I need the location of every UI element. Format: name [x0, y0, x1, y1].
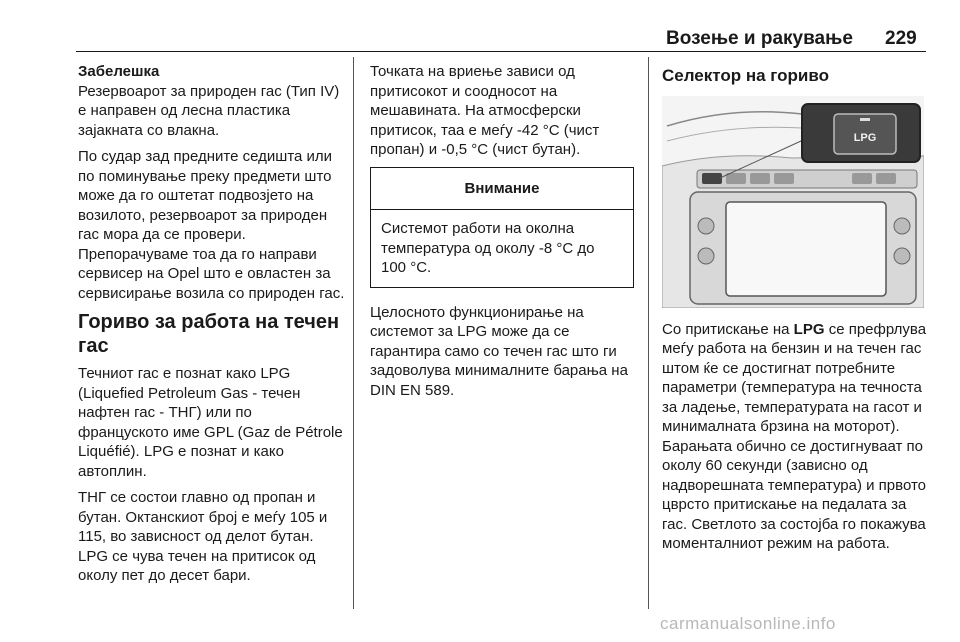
note-title: Забелешка	[78, 63, 160, 80]
header-rule	[76, 51, 926, 52]
column-2	[370, 62, 634, 407]
column-divider-1	[353, 57, 354, 609]
note-body: Резервоарот за природен гас (Тип IV) е направен од лесна пластика зајакната со влакна.	[78, 82, 340, 139]
section-heading: Гориво за работа на течен гас	[78, 311, 340, 357]
paragraph: Точката на вриење зависи од притисокот и соодносот на мешавината. На атмосферски притисок, таа е меѓу -42 °C (чист пропан) и -0,5 °C (чист бутан).	[370, 63, 600, 158]
paragraph: Течниот гас е познат како LPG (Liquefied Petroleum Gas - течен нафтен гас - ТНГ) или по францускoто име GPL (Gaz de Pétrole Liquéfié). LPG е познат и како автоплин.	[78, 365, 343, 480]
section-heading: Селектор на гориво	[662, 66, 829, 85]
paragraph	[662, 320, 934, 554]
warning-body: Системот работи на околна температура од околу -8 °C до 100 °C.	[381, 220, 595, 276]
warning-box	[370, 167, 634, 288]
column-3	[662, 62, 934, 561]
paragraph: По судар зад предните седишта или по поминување преку предмети што може да го оштетат подвозјето на возилото, резервоарот за природен гас мора да се провери. Препорачуваме тоа да го направи сервисер на Opel што е овластен за сервисирање возила со природен гас.	[78, 148, 345, 302]
fuel-selector-illustration	[662, 96, 924, 308]
lpg-term: LPG	[793, 320, 825, 338]
page-number: 229	[885, 28, 917, 49]
column-divider-2	[648, 57, 649, 609]
paragraph-prefix: Со притискање на	[662, 320, 790, 338]
paragraph: Целосното функционирање на системот за LPG може да се гарантира само со течен гас што ги задоволува минималните барања на DIN EN 589.	[370, 303, 628, 399]
paragraph-rest: се префрлува меѓу работа на бензин и на течен гас штом ќе се достигнат потребните параметри (температура на течноста за ладење, температурата на гасот и минималната брзина на моторот). Барањата обично се достигнуваат по околу 60 секунди (зависно од надворешната температура) и првото цврсто притискање на педалата за гас. Светлото за состојба го покажува моменталниот режим на работа.	[662, 320, 927, 552]
column-1	[78, 62, 346, 593]
lpg-button-label: LPG	[853, 131, 877, 144]
watermark: carmanualsonline.info	[660, 614, 836, 633]
warning-title: Внимание	[371, 168, 633, 211]
running-header: Возење и ракување	[666, 28, 853, 49]
paragraph: ТНГ се состои главно од пропан и бутан. Октанскиот број е меѓу 105 и 115, во зависност од делот бутан. LPG се чува течен на притисок од околу пет до десет бари.	[78, 489, 328, 584]
